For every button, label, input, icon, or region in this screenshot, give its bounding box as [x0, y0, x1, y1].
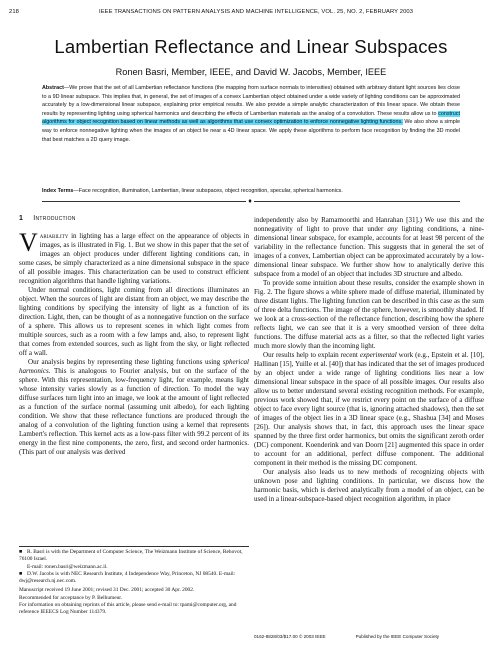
recommended-by: Recommended for acceptance by P. Belhumeur. — [19, 594, 123, 601]
emphasis: any — [387, 225, 398, 234]
paragraph-text: lighting conditions, a nine-dimensional linear subspace, for example, accounts for at least 98 percent of the variability in the reflectance function. This suggests that in general the set of images of a convex, Lambertian object can be approximated accurately by a low-dimensional linear subspace. We further show how to analytically derive this subspace from a model of an object that includes 3D structure and albedo. — [254, 225, 484, 279]
paper-title: Lambertian Reflectance and Linear Subspaces — [54, 36, 448, 57]
emphasis: spherical harmonics — [19, 358, 249, 376]
bottom-line — [254, 634, 493, 639]
paragraph-text: independently also by Ramamoorthi and Hanrahan [31].) We use this and the nonnegativity of light to prove that under — [254, 216, 484, 234]
paragraph-text: . This is analogous to Fourier analysis, but on the surface of the sphere. With this representation, low-frequency light, for example, means light whose intensity varies slowly as a function of direction. To model the way diffuse surfaces turn light into an image, we look at the amount of light reflected as a function of the surface normal (assuming unit albedo), for each lighting condition. We show that these reflectance functions are produced through the analog of a convolution of the lighting function using a kernel that represents Lambert's reflection. This kernel acts as a low-pass filter with 99.2 percent of its energy in the first nine components, the zero, first, and second order harmonics. (This part of our analysis was derived — [19, 367, 249, 457]
paragraph-text: in lighting has a large effect on the appearance of objects in images, as is illustrated in Fig. 1. But we show in this paper that the set of images an object produces under different lighting conditions can, in some cases, be simply characterized as a nine dimensional subspace in the space of all possible images. This characterization can be used to construct efficient recognition algorithms that handle lighting variations. — [19, 232, 249, 286]
paragraph-text: Our results help to explain recent — [263, 351, 360, 360]
page-number: 218 — [9, 9, 19, 15]
abstract — [42, 84, 460, 144]
paragraph: Under normal conditions, light coming from all directions illuminates an object. When the sources of light are distant from an object, we may describe the lighting conditions by specifying the intensity of light as a function of its direction. Light, then, can be thought of as a nonnegative function on the surface of a sphere. This allows us to represent scenes in which light comes from multiple sources, such as a room with a few lamps and, also, to represent light that comes from extended sources, such as light from the sky, or light reflected off a wall. — [19, 286, 249, 358]
abstract-text: —We prove that the set of all Lambertian reflectance functions (the mapping from surface normals to intensities) obtained with arbitrary distant light sources lies close to a 9D linear subspace. This implies that, in general, the set of images of a convex Lambertian object obtained under a wide variety of lighting conditions can be approximated accurately by a low-dimensional linear subspace, explaining prior empirical results. We also provide a simple analytic characterization of this linear space. We obtain these results by representing lighting using spherical harmonics and describing the effects of Lambertian materials as the analog of a convolution. These results allow us to — [42, 85, 460, 117]
paragraph — [254, 351, 484, 468]
section-number: 1 — [19, 215, 24, 222]
publisher: Published by the IEEE Computer Society — [355, 634, 440, 639]
first-word: ariability — [39, 232, 69, 240]
diamond-icon: ♦ — [246, 197, 254, 205]
footnote-jacobs — [19, 571, 249, 586]
right-column — [254, 216, 484, 505]
bullet-icon: ■ — [19, 549, 23, 555]
bullet-icon: ■ — [19, 570, 23, 577]
section-heading — [19, 215, 76, 222]
abstract-text-end: We also show a simple way to enforce nonnegative lighting when the images of an object lie near a 4D linear space. We apply these algorithms to perform face recognition by finding the 3D model that best matches a 2D query image. — [42, 119, 460, 143]
reprints-info: For information on obtaining reprints of this article, please send e-mail to: tpami@computer.org, and reference IEEECS Log Number 114379. — [19, 602, 237, 616]
paragraph-text: Our analysis begins by representing these lighting functions using — [28, 358, 223, 367]
index-terms — [42, 187, 460, 195]
footnote-basri-email: E-mail: ronen.basri@weizmann.ac.il. — [27, 563, 108, 570]
running-head — [9, 9, 493, 19]
manuscript-info: Manuscript received 19 June 2001; revised 31 Dec. 2001; accepted 30 Apr. 2002. — [19, 587, 195, 594]
footnotes — [19, 546, 249, 617]
drop-cap: V — [19, 228, 38, 257]
abstract-label: Abstract — [42, 85, 64, 91]
paragraph — [254, 216, 484, 279]
index-terms-text: —Face recognition, illumination, Lambertian, linear subspaces, object recognition, specular, spherical harmonics. — [73, 188, 343, 194]
authors: Ronen Basri, Member, IEEE, and David W. Jacobs, Member, IEEE — [115, 67, 387, 77]
emphasis: experimental — [359, 351, 397, 360]
section-title: Introduction — [33, 215, 76, 222]
copyright-code: 0162-8828/03/$17.00 © 2003 IEEE — [254, 634, 326, 639]
journal-name: IEEE TRANSACTIONS ON PATTERN ANALYSIS AND MACHINE INTELLIGENCE, VOL. 25, NO. 2, FEBRUARY 2003 — [99, 9, 414, 15]
paragraph: To provide some intuition about these results, consider the example shown in Fig. 2. The figure shows a white sphere made of diffuse material, illuminated by three distant lights. The lighting function can be described in this case as the sum of three delta functions. The image of the sphere, however, is smoothly shaded. If we look at a cross-section of the reflectance function, describing how the sphere reflects light, we can see that it is a very smoothed version of three delta functions. The diffuse material acts as a filter, so that the reflected light varies much more slowly than the incoming light. — [254, 279, 484, 351]
index-terms-label: Index Terms — [42, 188, 74, 194]
footnote-text: D.W. Jacobs is with NEC Research Institute, 4 Independence Way, Princeton, NJ 08540. E-mail: dwj@research.nj.nec.com. — [19, 570, 236, 585]
footnote-basri — [19, 549, 249, 564]
footnote-text: R. Basri is with the Department of Computer Science, The Weizmann Institute of Science, Rehovot, 76100 Israel. — [19, 549, 243, 563]
paragraph — [19, 358, 249, 457]
paragraph — [19, 228, 249, 286]
paragraph: Our analysis also leads us to new methods of recognizing objects with unknown pose and lighting conditions. In particular, we discuss how the harmonic basis, which is derived analytically from a model of an object, can be used in a linear-subspace-based object recognition algorithm, in place — [254, 468, 484, 504]
paragraph-text: work (e.g., Epstein et al. [10], Hallinan [15], Yuille et al. [40]) that has indicated that the set of images produced by an object under a wide range of lighting conditions lies near a low dimensional linear subspace in the space of all possible images. Our results also allow us to better understand several existing recognition methods. For example, previous work showed that, if we restrict every point on the surface of a diffuse object to face every light source (that is, ignoring attached shadows), then the set of images of the object lies in a 3D linear space (e.g., Shashua [34] and Moses [26]). Our analysis shows that, in fact, this approach uses the linear space spanned by the three first order harmonics, but omits the significant zeroth order (DC) component. Koenderink and van Doorn [21] augmented this space in order to account for an additional, perfect diffuse component. The additional component in their method is the missing DC component. — [254, 351, 484, 468]
abstract-highlight: construct algorithms for object recognition based on linear methods as well as algorithms that use convex optimization to enforce nonnegative lighting functions. — [42, 110, 460, 126]
left-column — [19, 228, 249, 457]
footnote-rule — [19, 546, 249, 547]
